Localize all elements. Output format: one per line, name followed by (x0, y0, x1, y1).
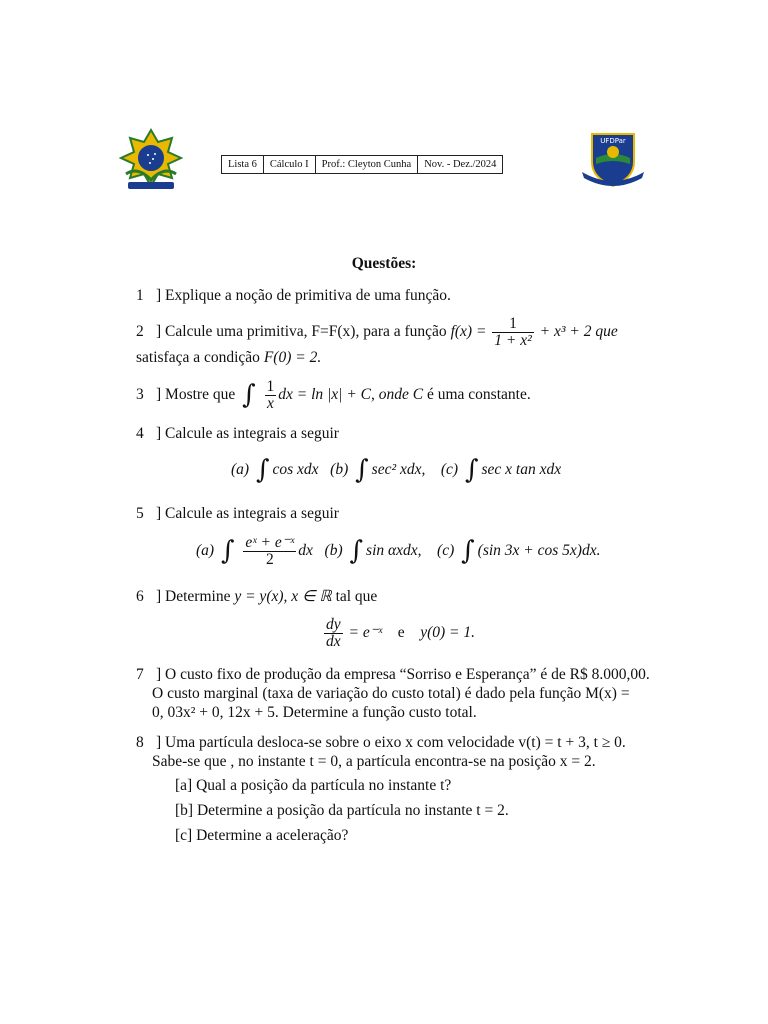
question-6: 6 ] Determine y = y(x), x ∈ ℝ tal que (136, 588, 378, 605)
coat-of-arms-logo (118, 128, 184, 194)
question-text: Calcule as integrais a seguir (165, 505, 339, 522)
fraction-numerator: dy (326, 615, 341, 633)
question-3: 3 ] Mostre que ∫ $\frac{1}{x}$ dx = ln |x| + C, onde C é uma constante. (136, 377, 531, 412)
question-text: Calcule as integrais a seguir (165, 425, 339, 442)
integral-sign: ∫ (464, 455, 479, 486)
condition: F(0) = 2. (263, 349, 322, 366)
question-7-line-3: 0, 03x² + 0, 12x + 5. Determine a função custo total. (152, 704, 477, 721)
item-label: (c) (437, 542, 455, 559)
question-8-item-b: [b] Determine a posição da partícula no instante t = 2. (175, 802, 509, 819)
question-text: satisfaça a condição (136, 349, 260, 366)
question-8-item-c: [c] Determine a aceleração? (175, 827, 349, 844)
question-8-item-a: [a] Qual a posição da partícula no instante t? (175, 777, 452, 794)
expression: y = y(x), x ∈ ℝ (234, 588, 332, 605)
question-5-integrals (196, 532, 600, 570)
item-label: (a) (231, 461, 250, 478)
header-course-cell: Cálculo I (263, 156, 315, 174)
item-label: (b) (324, 542, 343, 559)
integrand: cos xdx (272, 461, 319, 478)
question-number: 2 (136, 323, 144, 340)
fraction-denominator: 2 (265, 550, 274, 568)
integrand: (sin 3x + cos 5x)dx. (477, 542, 601, 559)
header-date-cell: Nov. - Dez./2024 (418, 156, 503, 174)
differential: dx (298, 542, 313, 559)
fraction-denominator: 1 + x² (494, 331, 532, 349)
item-label: (b) (330, 461, 349, 478)
question-number: 6 (136, 588, 144, 605)
question-number: 7 (136, 666, 144, 683)
derivative-fraction (324, 617, 343, 650)
integral-sign: ∫ (255, 455, 270, 486)
conjunction: e (397, 624, 405, 641)
question-text: Explique a noção de primitiva de uma função. (165, 287, 451, 304)
question-7: 7 ] O custo fixo de produção da empresa “Sorriso e Esperança” é de R$ 8.000,00. (136, 666, 650, 683)
question-text: Mostre que (165, 386, 236, 403)
question-4-integrals (231, 455, 561, 485)
question-number: 1 (136, 287, 144, 304)
question-number: 8 (136, 734, 144, 751)
integral-sign: ∫ (220, 536, 235, 567)
fraction-numerator: eˣ + e⁻ˣ (245, 533, 295, 551)
integrand: sec x tan xdx (481, 461, 562, 478)
question-number: 5 (136, 505, 144, 522)
fraction (265, 379, 277, 412)
question-number: 4 (136, 425, 144, 442)
integral-sign: ∫ (355, 455, 369, 486)
fraction (492, 316, 534, 349)
fraction-denominator: x (266, 394, 274, 412)
question-text: Uma partícula desloca-se sobre o eixo x com velocidade v(t) = t + 3, t ≥ 0. (165, 734, 626, 751)
integral-sign: ∫ (461, 536, 475, 567)
item-label: (c) (440, 461, 459, 478)
initial-condition: y(0) = 1. (420, 624, 475, 641)
header-table (221, 155, 503, 174)
question-2: 2 ] Calcule uma primitiva, F=F(x), para a função f(x) = $\frac{1}{\text{1 + x²}}$ + x³ + 2 que (136, 314, 618, 349)
expression: dx = ln |x| + C, onde (278, 386, 409, 403)
question-1: 1 ] Explique a noção de primitiva de uma função. (136, 287, 451, 304)
question-number: 3 (136, 386, 144, 403)
function-label: f(x) = (450, 323, 487, 340)
integral-sign: ∫ (349, 536, 364, 567)
question-8-line-2: Sabe-se que , no instante t = 0, a partícula encontra-se na posição x = 2. (152, 753, 596, 770)
question-8: 8 ] Uma partícula desloca-se sobre o eixo x com velocidade v(t) = t + 3, t ≥ 0. (136, 734, 626, 751)
integrand: sec² xdx, (371, 461, 426, 478)
fraction (243, 535, 296, 568)
ufdpar-logo (578, 128, 648, 190)
question-7-line-2: O custo marginal (taxa de variação do custo total) é dado pela função M(x) = (152, 685, 630, 702)
integrand: sin αxdx, (366, 542, 422, 559)
expression-tail: + x³ + 2 que (539, 323, 618, 340)
header-professor-cell: Prof.: Cleyton Cunha (315, 156, 418, 174)
question-2-line-2 (136, 349, 321, 367)
question-text: Calcule uma primitiva, F=F(x), para a função (165, 323, 447, 340)
questions-title: Questões: (351, 255, 417, 272)
question-5: 5 ] Calcule as integrais a seguir (136, 505, 339, 522)
constant: C (412, 386, 424, 403)
question-text: Determine (165, 588, 231, 605)
ufdpar-logo-text: UFDPar (600, 137, 626, 145)
item-label: (a) (196, 542, 215, 559)
question-6-equation (322, 615, 475, 651)
fraction-numerator: 1 (266, 377, 275, 395)
integral-sign: ∫ (242, 380, 256, 411)
question-4: 4 ] Calcule as integrais a seguir (136, 425, 339, 442)
question-text: é uma constante. (426, 386, 531, 403)
question-text: O custo fixo de produção da empresa “Sorriso e Esperança” é de R$ 8.000,00. (165, 666, 650, 683)
equation-rhs: = e⁻ˣ (348, 624, 383, 641)
fraction-numerator: 1 (492, 316, 534, 333)
question-text: tal que (335, 588, 378, 605)
header-list-cell: Lista 6 (222, 156, 264, 174)
fraction-denominator: dx (326, 632, 341, 650)
